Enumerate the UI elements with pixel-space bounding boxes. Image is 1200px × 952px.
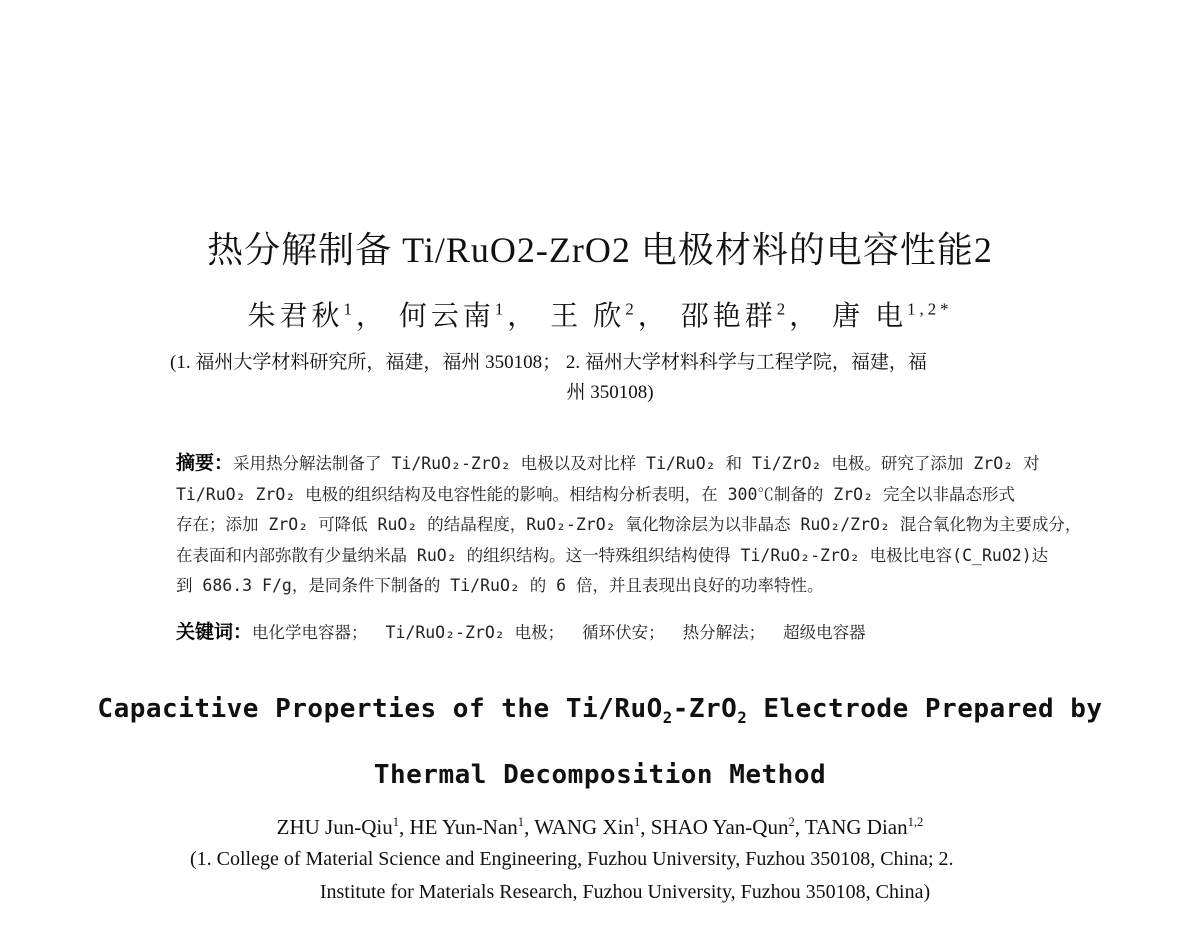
keyword: 电化学电容器； xyxy=(252,623,368,642)
author-en: SHAO Yan-Qun xyxy=(650,815,789,839)
keyword: Ti/RuO₂-ZrO₂ 电极； xyxy=(385,623,565,642)
author-separator: ， xyxy=(789,301,822,332)
author-separator: , xyxy=(640,815,651,839)
abstract-line: 在表面和内部弥散有少量纳米晶 RuO₂ 的组织结构。这一特殊组织结构使得 Ti/RuO₂-ZrO₂ 电极比电容(C_RuO2)达 xyxy=(176,545,1049,565)
affiliation-cn-line: (1. 福州大学材料研究所，福建，福州 350108； 2. 福州大学材料科学与工程学院，福建，福 xyxy=(170,352,927,373)
author-affil-mark: 1 xyxy=(392,815,400,829)
author-separator: , xyxy=(524,815,535,839)
author-separator: ， xyxy=(637,301,670,332)
author-cn: 王 欣 xyxy=(550,301,626,332)
author-affil-mark: 1 xyxy=(494,299,508,319)
author-cn: 邵艳群 xyxy=(680,301,777,332)
author-separator: , xyxy=(794,815,805,839)
author-affil-mark: 1,2* xyxy=(907,299,953,319)
keywords-label: 关键词： xyxy=(176,621,253,643)
abstract-line: Ti/RuO₂ ZrO₂ 电极的组织结构及电容性能的影响。相结构分析表明，在 300℃制备的 ZrO₂ 完全以非晶态形式 xyxy=(176,484,1015,504)
author-list-en xyxy=(0,815,1200,840)
abstract-line: 存在；添加 ZrO₂ 可降低 RuO₂ 的结晶程度，RuO₂-ZrO₂ 氧化物涂层为以非晶态 RuO₂/ZrO₂ 混合氧化物为主要成分， xyxy=(176,515,1082,534)
author-separator: ， xyxy=(507,301,540,332)
author-en: WANG Xin xyxy=(534,815,634,839)
author-affil-mark: 2 xyxy=(776,299,790,319)
author-affil-mark: 2 xyxy=(625,299,638,319)
affiliation-en-line: (1. College of Material Science and Engineering, Fuzhou University, Fuzhou 350108, China; 2. xyxy=(190,848,954,870)
author-affil-mark: 1 xyxy=(343,299,356,319)
paper-title-en-line2: Thermal Decomposition Method xyxy=(373,760,827,790)
author-list-cn xyxy=(0,294,1200,334)
author-en: ZHU Jun-Qiu xyxy=(276,815,393,839)
author-en: TANG Dian xyxy=(804,815,908,839)
author-affil-mark: 2 xyxy=(788,815,795,829)
author-separator: ， xyxy=(355,301,388,332)
abstract-label: 摘要： xyxy=(176,452,234,474)
title-en-part: Electrode Prepared by xyxy=(747,694,1103,724)
author-affil-mark: 1 xyxy=(633,815,641,829)
author-affil-mark: 1,2 xyxy=(907,815,924,829)
title-en-part: -ZrO xyxy=(672,694,738,724)
paper-title-en-line1 xyxy=(0,694,1200,728)
affiliation-cn-line: 州 350108) xyxy=(566,382,654,403)
affiliation-en-line: Institute for Materials Research, Fuzhou University, Fuzhou 350108, China) xyxy=(319,881,931,903)
affiliation-cn xyxy=(170,348,1050,408)
keyword: 循环伏安； xyxy=(582,623,665,642)
author-affil-mark: 1 xyxy=(517,815,525,829)
abstract-cn xyxy=(176,448,1082,602)
author-cn: 唐 电 xyxy=(832,301,908,332)
keywords-cn xyxy=(176,618,1046,647)
author-en: HE Yun-Nan xyxy=(409,815,518,839)
title-en-part: Capacitive Properties of the Ti/RuO xyxy=(97,694,663,724)
abstract-line: 采用热分解法制备了 Ti/RuO₂-ZrO₂ 电极以及对比样 Ti/RuO₂ 和 Ti/ZrO₂ 电极。研究了添加 ZrO₂ 对 xyxy=(233,454,1040,473)
abstract-line: 到 686.3 F/g，是同条件下制备的 Ti/RuO₂ 的 6 倍，并且表现出良好的功率特性。 xyxy=(176,576,824,595)
author-cn: 何云南 xyxy=(398,301,495,332)
keyword: 热分解法； xyxy=(682,623,766,642)
author-cn: 朱君秋 xyxy=(247,301,344,332)
title-en-subscript: 2 xyxy=(737,709,748,728)
author-separator: , xyxy=(399,815,410,839)
paper-title-cn: 热分解制备 Ti/RuO2-ZrO2 电极材料的电容性能2 xyxy=(207,230,993,270)
keyword: 超级电容器 xyxy=(783,623,866,642)
title-en-subscript: 2 xyxy=(662,709,673,728)
